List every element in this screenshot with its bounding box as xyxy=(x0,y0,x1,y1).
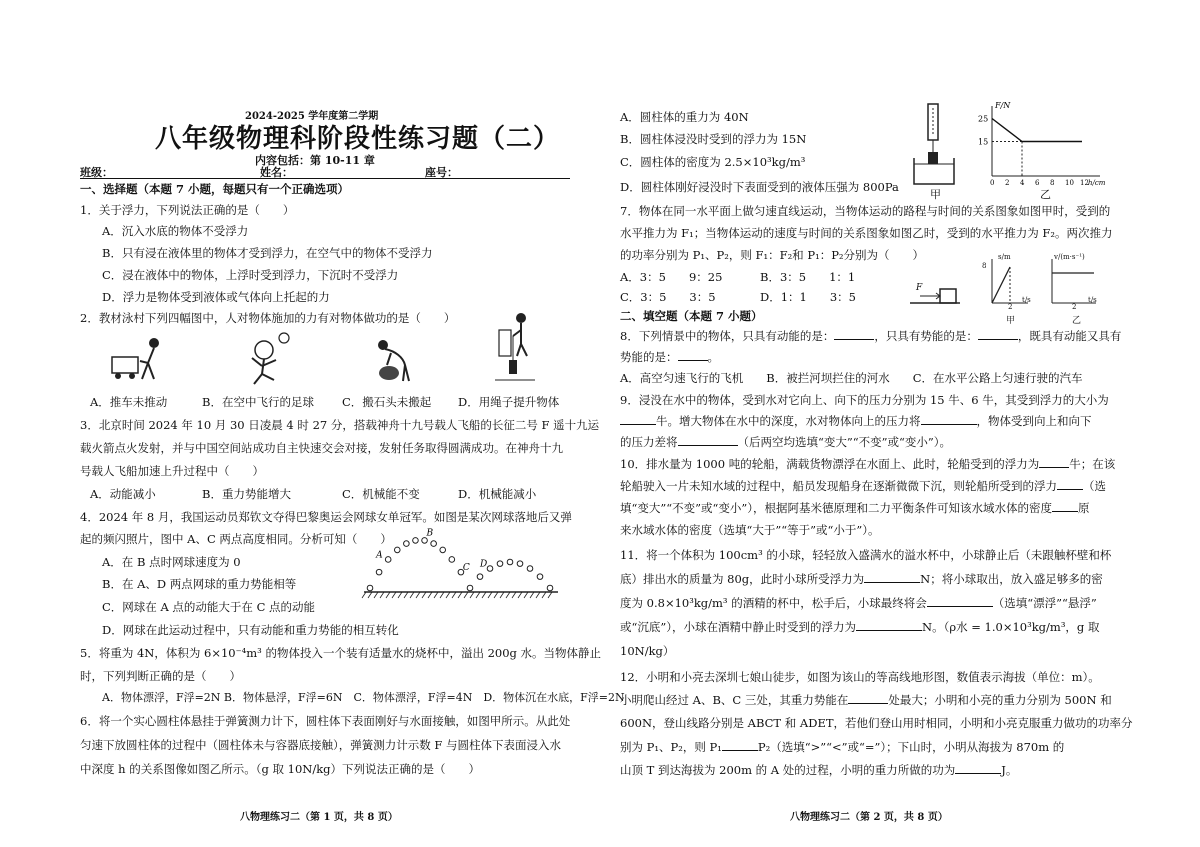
ball-position xyxy=(467,585,473,591)
ball-position xyxy=(404,541,410,547)
q8-blank-3[interactable] xyxy=(678,360,708,361)
q1-stem: 1．关于浮力，下列说法正确的是（ ） xyxy=(80,203,295,217)
q11-part-2: 底）排出水的质量为 80g，此时小球所受浮力为 xyxy=(620,572,865,586)
x-tick-label: 8 xyxy=(1050,179,1055,187)
ball-position xyxy=(517,561,523,567)
fig7-a-xtick: 2 xyxy=(1008,303,1013,311)
q6-line-2: 匀速下放圆柱体的过程中（圆柱体未与容器底接触），弹簧测力计示数 F 与圆柱体下表面浸入水 xyxy=(80,738,562,752)
q7-option-a: A．3：5 9：25 xyxy=(620,270,723,284)
q10-line-3 xyxy=(620,499,1090,517)
ball-position xyxy=(367,585,373,591)
q10-line-4: 来水域水体的密度（选填“大于”“等于”或“小于”）。 xyxy=(620,523,880,537)
q10-line-2 xyxy=(620,477,1106,495)
q12-part-2: 小明爬山经过 A、B、C 三处，其重力势能在 xyxy=(620,693,849,707)
class-label: 班级： xyxy=(80,166,113,179)
ball-position xyxy=(537,574,543,580)
q4-line-2: 起的频闪照片，图中 A、C 两点高度相同。分析可知（ ） xyxy=(80,532,392,546)
q11-line-5: 10N/kg） xyxy=(620,644,675,658)
rope-lift-figure xyxy=(495,310,545,382)
ball-label-b: B xyxy=(426,528,434,539)
y-tick-label: 15 xyxy=(978,137,989,147)
q9-line-3 xyxy=(620,433,951,451)
q9-blank-1[interactable] xyxy=(620,424,656,425)
q3-line-1: 3．北京时间 2024 年 10 月 30 日凌晨 4 时 27 分，搭载神舟十九号载人飞船的长征二号 F 遥十九运 xyxy=(80,418,600,432)
ground-hatch xyxy=(524,592,528,598)
q9-blank-3[interactable] xyxy=(678,445,738,446)
q6-option-d: D．圆柱体刚好浸没时下表面受到的液体压强为 800Pa xyxy=(620,180,899,194)
seat-label: 座号： xyxy=(425,166,458,179)
fig6-caption-a: 甲 xyxy=(930,188,941,201)
q11-blank-3[interactable] xyxy=(856,630,922,631)
ball-position xyxy=(431,541,437,547)
q5-line-1: 5．将重为 4N，体积为 6×10⁻⁴m³ 的物体投入一个装有适量水的烧杯中，溢出 200g 水。当物体静止 xyxy=(80,646,602,660)
q12-part-5: 别为 P₁、P₂，则 P₁ xyxy=(620,740,722,754)
q1-option-d: D．浮力是物体受到液体或气体向上托起的力 xyxy=(102,290,330,304)
force-depth-chart xyxy=(970,100,1106,190)
ball-position xyxy=(440,547,446,553)
q4-option-c: C．网球在 A 点的动能大于在 C 点的动能 xyxy=(102,600,316,614)
ground-hatch xyxy=(470,592,474,598)
q12-part-8: J。 xyxy=(1001,763,1018,777)
spring-scale-figure xyxy=(910,100,960,190)
q11-part-3: N；将小球取出，放入盛足够多的密 xyxy=(920,572,1103,586)
series-line xyxy=(992,119,1082,142)
y-tick-label: 25 xyxy=(978,114,989,124)
section-1-heading: 一、选择题（本题 7 小题，每题只有一个正确选项） xyxy=(80,182,350,196)
ground-hatch xyxy=(380,592,384,598)
ground-hatch xyxy=(476,592,480,598)
ball-position xyxy=(422,538,428,544)
q1-option-a: A．沉入水底的物体不受浮力 xyxy=(102,224,249,238)
ground-hatch xyxy=(482,592,486,598)
ground-hatch xyxy=(464,592,468,598)
ground-hatch xyxy=(428,592,432,598)
q8-blank-2[interactable] xyxy=(978,339,1018,340)
ground-hatch xyxy=(512,592,516,598)
fig7-a-xlabel: t/s xyxy=(1022,296,1031,304)
student-info-row xyxy=(80,164,570,179)
q9-blank-2[interactable] xyxy=(921,424,977,425)
q6-line-3: 中深度 h 的关系图像如图乙所示。（g 取 10N/kg）下列说法正确的是（ ） xyxy=(80,762,481,776)
ball-label-d: D xyxy=(480,559,488,570)
ball-position xyxy=(547,585,553,591)
ball-position xyxy=(376,569,382,575)
q6-line-1: 6．将一个实心圆柱体悬挂于弹簧测力计下，圆柱体下表面刚好与水面接触，如图甲所示。从此处 xyxy=(80,714,571,728)
q7-option-b: B．3：5 1：1 xyxy=(760,270,856,284)
ground-hatch xyxy=(434,592,438,598)
ground-hatch xyxy=(506,592,510,598)
fig7-caption-a: 甲 xyxy=(1006,316,1016,326)
q4-option-b: B．在 A、D 两点网球的重力势能相等 xyxy=(102,577,297,591)
q2-option-c: C．搬石头未搬起 xyxy=(342,395,432,409)
q3-option-c: C．机械能不变 xyxy=(342,487,420,501)
q10-part-2: 牛；在该 xyxy=(1069,457,1116,471)
ground-hatch xyxy=(446,592,450,598)
q9-line-2 xyxy=(620,412,1092,430)
q3-option-a: A．动能减小 xyxy=(90,487,156,501)
name-label: 姓名： xyxy=(260,166,293,179)
q8-options: A．高空匀速飞行的飞机 B．被拦河坝拦住的河水 C．在水平公路上匀速行驶的汽车 xyxy=(620,371,1083,385)
q8-blank-1[interactable] xyxy=(834,339,874,340)
ground-hatch xyxy=(362,592,366,598)
q11-blank-1[interactable] xyxy=(864,582,920,583)
exam-title: 八年级物理科阶段性练习题（二） xyxy=(155,124,561,154)
ball-position xyxy=(385,557,391,563)
ground-hatch xyxy=(368,592,372,598)
q8-part-2: ，只具有势能的是： xyxy=(874,329,978,343)
q9-part-4: 的压力差将 xyxy=(620,435,678,449)
left-page xyxy=(80,0,625,847)
ground-hatch xyxy=(410,592,414,598)
ground-hatch xyxy=(494,592,498,598)
q2-option-b: B．在空中飞行的足球 xyxy=(202,395,314,409)
q9-part-2: 牛。增大物体在水中的深度，水对物体向上的压力将 xyxy=(656,414,921,428)
q8-line-2 xyxy=(620,348,719,366)
q3-line-3: 号载人飞船加速上升过程中（ ） xyxy=(80,464,264,478)
q12-line-3: 600N，登山线路分别是 ABCT 和 ADET，若他们登山用时相同，小明和小亮克服重力做功的功率分 xyxy=(620,716,1133,730)
ground-hatch xyxy=(404,592,408,598)
x-tick-label: 12 xyxy=(1080,179,1089,187)
ground-hatch xyxy=(440,592,444,598)
ball-position xyxy=(507,559,513,565)
q12-part-6: P₂（选填“>”“<”或“=”）；下山时，小明从海拔为 870m 的 xyxy=(757,740,1065,754)
q10-blank-3[interactable] xyxy=(1052,511,1078,512)
ground-hatch xyxy=(374,592,378,598)
q10-blank-2[interactable] xyxy=(1057,489,1083,490)
x-tick-label: 0 xyxy=(990,179,995,187)
ground-hatch xyxy=(458,592,462,598)
q4-option-d: D．网球在此运动过程中，只有动能和重力势能的相互转化 xyxy=(102,623,399,637)
page-footer-2: 八物理练习二（第 2 页，共 8 页） xyxy=(790,812,948,823)
q12-blank-3[interactable] xyxy=(955,773,1001,774)
q10-part-4: （选 xyxy=(1083,479,1106,493)
fig7-b-xlabel: t/s xyxy=(1088,296,1097,304)
q12-blank-1[interactable] xyxy=(848,703,888,704)
fig7-caption-b: 乙 xyxy=(1072,316,1082,326)
ball-label-a: A xyxy=(376,550,383,561)
q11-line-1: 11．将一个体积为 100cm³ 的小球，轻轻放入盛满水的溢水杯中，小球静止后（未跟触杯壁和杯 xyxy=(620,548,1112,562)
fig6-caption-b: 乙 xyxy=(1040,188,1051,201)
ground-hatch xyxy=(452,592,456,598)
q10-part-6: 原 xyxy=(1078,501,1090,515)
q4-option-a: A．在 B 点时网球速度为 0 xyxy=(102,555,241,569)
content-scope: 内容包括：第 10-11 章 xyxy=(255,154,375,167)
school-year: 2024-2025 学年度第二学期 xyxy=(245,111,379,122)
q3-line-2: 载火箭点火发射，并与中国空间站成功自主快速交会对接，发射任务取得圆满成功。在神舟十九 xyxy=(80,441,563,455)
ground-hatch xyxy=(542,592,546,598)
x-tick-label: 4 xyxy=(1020,179,1025,187)
fig7-a-ylabel: s/m xyxy=(998,253,1011,261)
right-page xyxy=(620,0,1133,847)
q7-option-d: D．1：1 3：5 xyxy=(760,290,856,304)
fig7-b-xtick: 2 xyxy=(1072,303,1077,311)
q2-option-a: A．推车未推动 xyxy=(90,395,168,409)
q4-line-1: 4．2024 年 8 月，我国运动员郑钦文夺得巴黎奥运会网球女单冠军。如图是某次网球落地后又弹 xyxy=(80,510,572,524)
q11-blank-2[interactable] xyxy=(927,606,993,607)
x-tick-label: 2 xyxy=(1005,179,1010,187)
fig7-b-ylabel: v/(m·s⁻¹) xyxy=(1054,253,1085,261)
q6-option-c: C．圆柱体的密度为 2.5×10³kg/m³ xyxy=(620,155,806,169)
q11-part-6: 或“沉底”），小球在酒精中静止时受到的浮力为 xyxy=(620,620,857,634)
q11-line-3 xyxy=(620,594,1097,612)
ground-hatch xyxy=(548,592,552,598)
q12-line-4 xyxy=(620,738,1064,756)
q6-option-a: A．圆柱体的重力为 40N xyxy=(620,110,749,124)
lift-stone-figure xyxy=(365,335,425,383)
ball-position xyxy=(487,566,493,572)
football-figure xyxy=(240,330,300,385)
q9-part-5: （后两空均选填“变大”“不变”或“变小”）。 xyxy=(737,435,952,449)
ground-hatch xyxy=(398,592,402,598)
q7-line-3: 的功率分别为 P₁、P₂，则 F₁：F₂和 P₁：P₂分别为（ ） xyxy=(620,248,925,262)
q12-part-3: 处最大；小明和小亮的重力分别为 500N 和 xyxy=(888,693,1112,707)
q10-part-3: 轮船驶入一片未知水域的过程中，船员发现船身在逐渐微微下沉，则轮船所受到的浮力 xyxy=(620,479,1057,493)
page-footer-1: 八物理练习二（第 1 页，共 8 页） xyxy=(240,812,398,823)
section-2-heading: 二、填空题（本题 7 小题） xyxy=(620,309,763,323)
ball-position xyxy=(394,547,400,553)
q12-line-1: 12．小明和小亮去深圳七娘山徒步，如图为该山的等高线地形图，数值表示海拔（单位：m）。 xyxy=(620,670,1100,684)
q11-part-4: 度为 0.8×10³kg/m³ 的酒精的杯中，松手后，小球最终将会 xyxy=(620,596,927,610)
q8-part-4: 势能的是： xyxy=(620,350,678,364)
x-axis-label: h/cm xyxy=(1088,179,1106,187)
q12-part-7: 山顶 T 到达海拔为 200m 的 A 处的过程，小明的重力所做的功为 xyxy=(620,763,956,777)
q2-option-d: D．用绳子提升物体 xyxy=(458,395,560,409)
q9-line-1: 9．浸没在水中的物体，受到水对它向上、向下的压力分别为 15 牛、6 牛，其受到浮力的大小为 xyxy=(620,393,1109,407)
q3-option-d: D．机械能减小 xyxy=(458,487,537,501)
q7-line-2: 水平推力为 F₁；当物体运动的速度与时间的关系图象如图乙时，受到的水平推力为 F₂。两次推力 xyxy=(620,226,1113,240)
tennis-bounce-figure xyxy=(362,530,562,602)
x-tick-label: 6 xyxy=(1035,179,1040,187)
q8-part-3: ，既具有动能又具有 xyxy=(1017,329,1122,343)
ground-hatch xyxy=(392,592,396,598)
q9-part-3: ，物体受到向上和向下 xyxy=(976,414,1092,428)
ball-position xyxy=(413,538,419,544)
y-axis-label: F/N xyxy=(995,101,1011,110)
q11-line-4 xyxy=(620,618,1099,636)
ground-hatch xyxy=(518,592,522,598)
q6-option-b: B．圆柱体浸没时受到的浮力为 15N xyxy=(620,132,807,146)
q3-option-b: B．重力势能增大 xyxy=(202,487,291,501)
q12-line-2 xyxy=(620,691,1112,709)
q8-line-1 xyxy=(620,327,1121,345)
q10-part-1: 10．排水量为 1000 吨的轮船，满载货物漂浮在水面上、此时，轮船受到的浮力为 xyxy=(620,457,1040,471)
ball-position xyxy=(527,566,533,572)
q11-line-2 xyxy=(620,570,1103,588)
ball-label-c: C xyxy=(462,563,470,574)
q11-part-5: （选填“漂浮”“悬浮” xyxy=(992,596,1097,610)
ground-hatch xyxy=(500,592,504,598)
q10-part-5: 填“变大”“不变”或“变小”），根据阿基米德原理和二力平衡条件可知该水域水体的密度 xyxy=(620,501,1053,515)
ball-position xyxy=(449,557,455,563)
q10-blank-1[interactable] xyxy=(1039,467,1069,468)
q12-line-5 xyxy=(620,761,1017,779)
ground-hatch xyxy=(530,592,534,598)
q8-part-1: 8．下列情景中的物体，只具有动能的是： xyxy=(620,329,835,343)
q1-option-c: C．浸在液体中的物体，上浮时受到浮力，下沉时不受浮力 xyxy=(102,268,399,282)
ball-position xyxy=(497,561,503,567)
fig7-force-label: F xyxy=(916,283,923,293)
q8-part-5: 。 xyxy=(707,350,719,364)
q7-line-1: 7．物体在同一水平面上做匀速直线运动，当物体运动的路程与时间的关系图象如图甲时，受到的 xyxy=(620,204,1111,218)
ground-hatch xyxy=(416,592,420,598)
q1-option-b: B．只有浸在液体里的物体才受到浮力，在空气中的物体不受浮力 xyxy=(102,246,433,260)
ground-hatch xyxy=(488,592,492,598)
q7-option-c: C．3：5 3：5 xyxy=(620,290,716,304)
q11-part-7: N。（ρ水 = 1.0×10³kg/m³，g 取 xyxy=(922,620,1100,634)
q12-blank-2[interactable] xyxy=(722,750,758,751)
ground-hatch xyxy=(386,592,390,598)
fig7-a-ytick: 8 xyxy=(982,262,987,270)
push-cart-figure xyxy=(110,335,170,383)
q5-line-2: 时，下列判断正确的是（ ） xyxy=(80,669,241,683)
q2-stem: 2．教材泳村下列四幅图中，人对物体施加的力有对物体做功的是（ ） xyxy=(80,311,456,325)
q10-line-1 xyxy=(620,455,1115,473)
ground-hatch xyxy=(422,592,426,598)
ball-position xyxy=(477,574,483,580)
x-tick-label: 10 xyxy=(1065,179,1074,187)
q5-options: A．物体漂浮，F浮=2N B．物体悬浮，F浮=6N C．物体漂浮，F浮=4N D．物体沉在水底，F浮=2N xyxy=(102,691,625,704)
ground-hatch xyxy=(536,592,540,598)
